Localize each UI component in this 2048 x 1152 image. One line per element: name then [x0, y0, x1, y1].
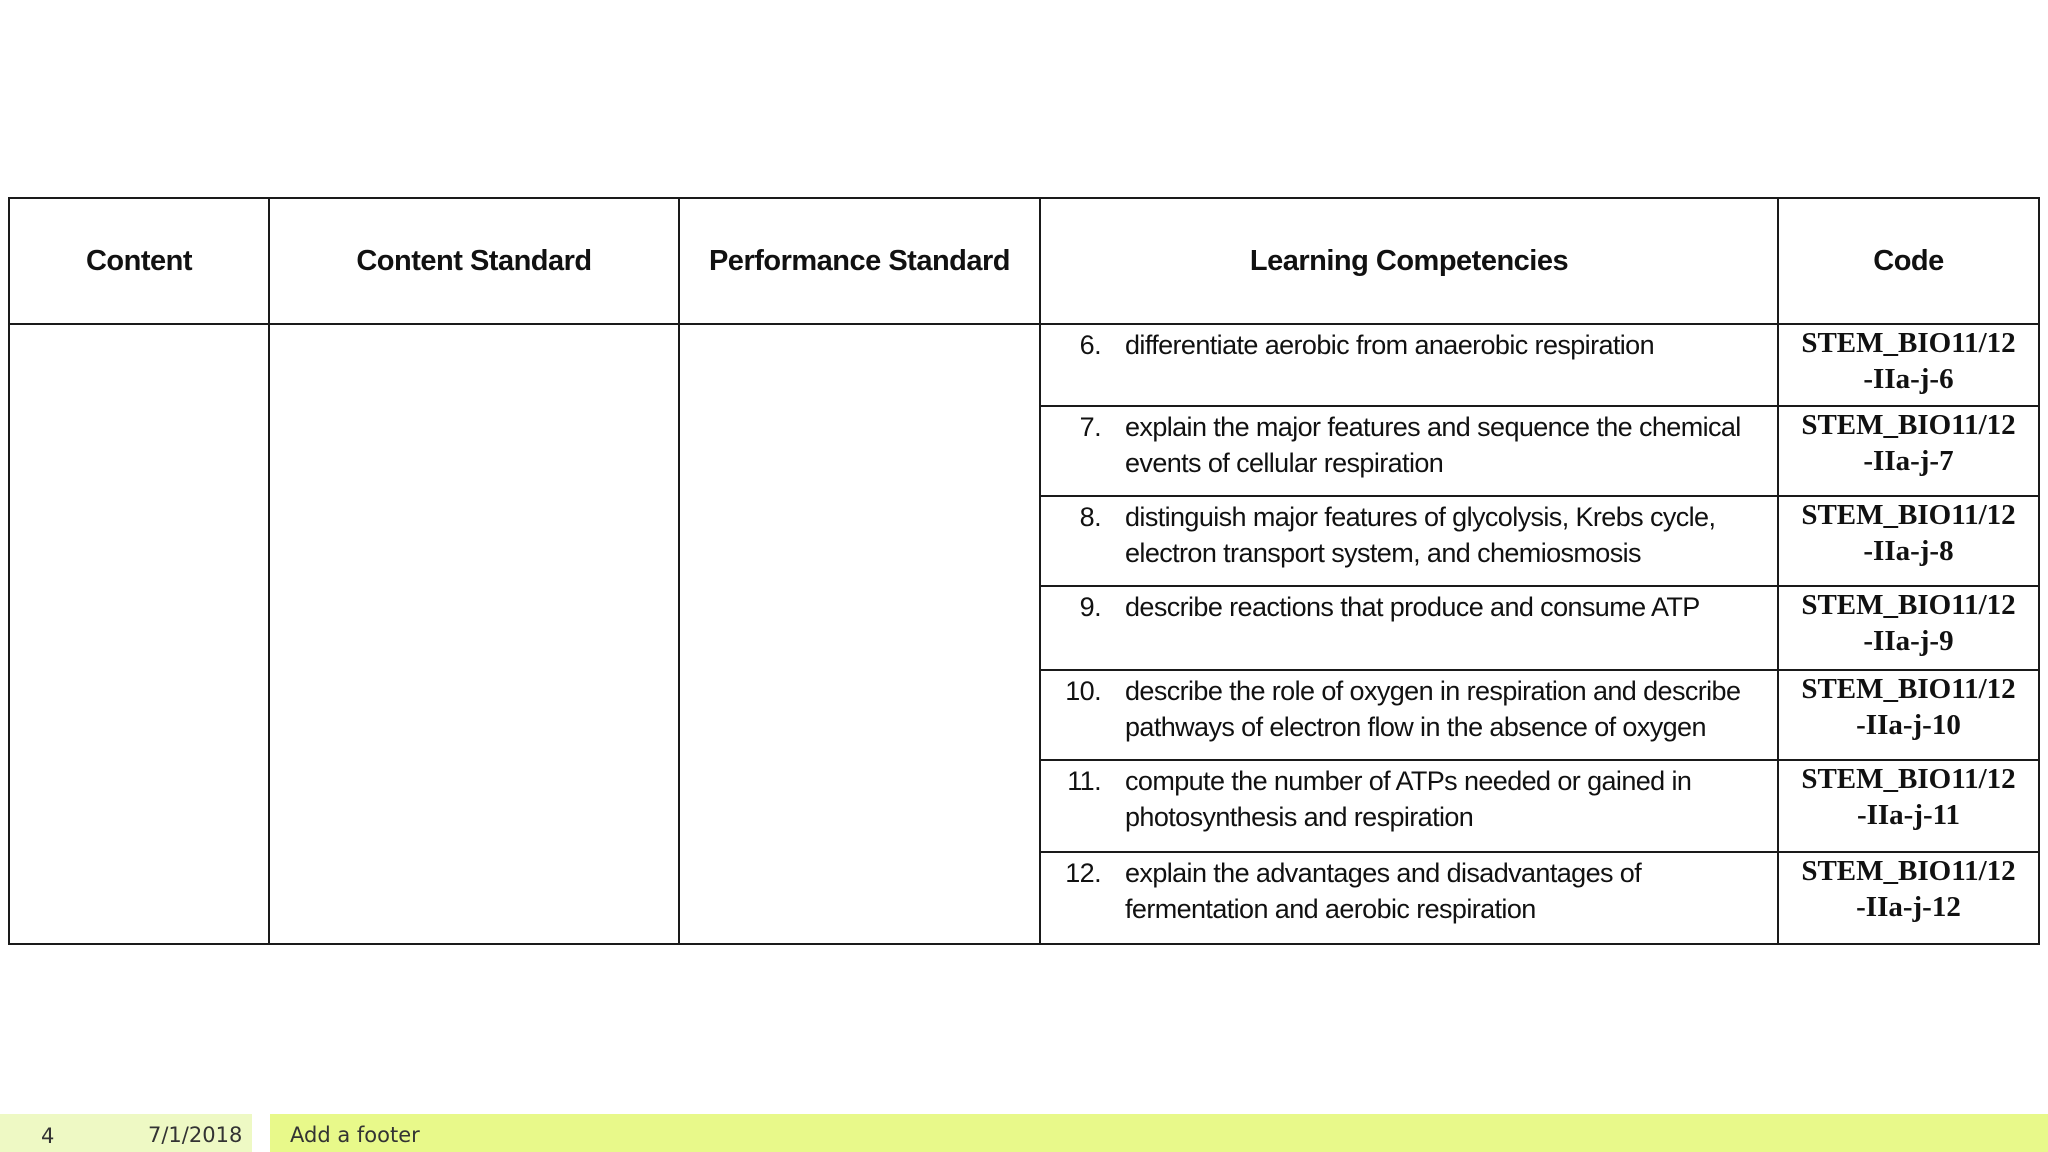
competency-number: 11.	[1067, 766, 1101, 796]
footer-divider	[252, 1114, 270, 1152]
competency-cell	[1040, 852, 1778, 944]
competency-cell	[1040, 406, 1778, 496]
code-cell	[1778, 496, 2039, 586]
competency-number: 9.	[1079, 592, 1101, 622]
header-code: Code	[1778, 198, 2039, 324]
code-line-1: STEM_BIO11/12	[1801, 499, 2016, 531]
code-line-1: STEM_BIO11/12	[1801, 589, 2016, 621]
competency-cell	[1040, 324, 1778, 406]
code-line-1: STEM_BIO11/12	[1801, 763, 2016, 795]
table-row	[9, 324, 2039, 406]
competency-text: explain the advantages and disadvantages of fermentation and aerobic respiration	[1125, 858, 1642, 924]
header-performance-standard: Performance Standard	[679, 198, 1040, 324]
header-content-standard: Content Standard	[269, 198, 679, 324]
competency-text: differentiate aerobic from anaerobic respiration	[1125, 330, 1655, 360]
competency-text: describe the role of oxygen in respiration and describe pathways of electron flow in the absence of oxygen	[1125, 676, 1741, 742]
code-line-1: STEM_BIO11/12	[1801, 855, 2016, 887]
footer-left-panel	[0, 1114, 252, 1152]
code-line-2: -IIa-j-11	[1856, 799, 1961, 831]
code-cell	[1778, 586, 2039, 670]
code-line-2: -IIa-j-10	[1856, 709, 1961, 741]
competency-number: 8.	[1079, 502, 1101, 532]
header-content: Content	[9, 198, 269, 324]
competency-number: 12.	[1065, 858, 1101, 888]
competency-text: distinguish major features of glycolysis, Krebs cycle, electron transport system, and chemiosmosis	[1125, 502, 1716, 568]
competency-number: 7.	[1079, 412, 1101, 442]
footer-text[interactable]: Add a footer	[290, 1123, 420, 1147]
content-cell	[9, 324, 269, 944]
code-line-1: STEM_BIO11/12	[1801, 673, 2016, 705]
performance-standard-cell	[679, 324, 1040, 944]
footer-main-panel[interactable]	[270, 1114, 2048, 1152]
curriculum-table-container	[8, 197, 2038, 945]
competency-cell	[1040, 670, 1778, 760]
competency-cell	[1040, 586, 1778, 670]
competency-cell	[1040, 760, 1778, 852]
curriculum-table	[8, 197, 2040, 945]
competency-text: compute the number of ATPs needed or gained in photosynthesis and respiration	[1125, 766, 1692, 832]
code-cell	[1778, 406, 2039, 496]
competency-number: 10.	[1065, 676, 1101, 706]
slide-number: 4	[41, 1124, 55, 1148]
code-line-2: -IIa-j-8	[1863, 535, 1954, 567]
competency-text: describe reactions that produce and consume ATP	[1125, 592, 1700, 622]
content-standard-cell	[269, 324, 679, 944]
code-cell	[1778, 760, 2039, 852]
table-header-row	[9, 198, 2039, 324]
code-line-2: -IIa-j-12	[1856, 891, 1961, 923]
header-learning-competencies: Learning Competencies	[1040, 198, 1778, 324]
code-line-2: -IIa-j-7	[1863, 445, 1954, 477]
footer-bar	[0, 1114, 2048, 1152]
competency-cell	[1040, 496, 1778, 586]
code-line-1: STEM_BIO11/12	[1801, 409, 2016, 441]
code-line-2: -IIa-j-6	[1863, 363, 1954, 395]
footer-date: 7/1/2018	[148, 1123, 243, 1147]
code-cell	[1778, 324, 2039, 406]
code-cell	[1778, 852, 2039, 944]
code-cell	[1778, 670, 2039, 760]
code-line-2: -IIa-j-9	[1863, 625, 1954, 657]
code-line-1: STEM_BIO11/12	[1801, 327, 2016, 359]
competency-number: 6.	[1079, 330, 1101, 360]
competency-text: explain the major features and sequence the chemical events of cellular respiration	[1125, 412, 1741, 478]
